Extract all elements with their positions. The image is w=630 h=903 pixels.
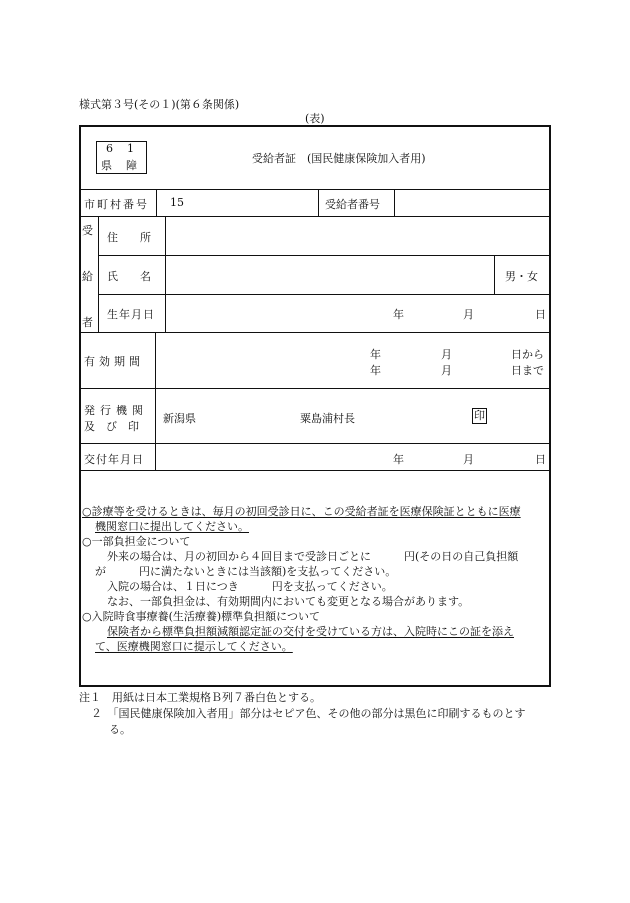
note-3-line-2: て、医療機関窓口に提示してください。 xyxy=(95,640,293,653)
birth-month: 月 xyxy=(463,308,474,321)
seal-box: 印 xyxy=(474,409,485,422)
note-3-heading: ○入院時食事療養(生活療養)標準負担額について xyxy=(82,610,320,623)
row-divider xyxy=(79,216,551,217)
note-1-line-2: 機関窓口に提出してください。 xyxy=(95,520,249,533)
footnote-2-line-1: ２ 「国民健康保険加入者用」部分はセピア色、その他の部分は黒色に印刷するものとす xyxy=(91,707,526,720)
recipient-number-label: 受給者番号 xyxy=(325,198,380,211)
birth-label: 生年月日 xyxy=(107,308,155,321)
side-label: (表) xyxy=(305,112,325,125)
col-divider xyxy=(394,189,395,216)
row-divider xyxy=(79,332,551,333)
col-divider xyxy=(165,216,166,332)
certificate-title: 受給者証 (国民健康保険加入者用) xyxy=(252,152,426,165)
birth-year: 年 xyxy=(393,308,404,321)
birth-day: 日 xyxy=(535,308,546,321)
row-divider xyxy=(79,443,551,444)
note-3-line-1: 保険者から標準負担額減額認定証の交付を受けている方は、入院時にこの証を添え xyxy=(107,625,514,638)
gender: 男・女 xyxy=(505,270,538,283)
validity-from: 日から xyxy=(511,348,544,361)
col-divider xyxy=(494,255,495,294)
col-divider xyxy=(156,189,157,216)
issue-year: 年 xyxy=(393,453,404,466)
municipality-value: 15 xyxy=(170,196,184,209)
issue-date-label: 交付年月日 xyxy=(84,453,144,466)
issuer-mayor: 粟島浦村長 xyxy=(300,412,355,425)
validity-label: 有効期間 xyxy=(84,355,144,368)
row-divider xyxy=(79,189,551,190)
badge-right-char: 障 xyxy=(126,159,137,172)
validity-from-year: 年 xyxy=(370,348,381,361)
issue-day: 日 xyxy=(535,453,546,466)
issue-month: 月 xyxy=(463,453,474,466)
note-2-heading: ○一部負担金について xyxy=(82,535,191,548)
issuer-prefecture: 新潟県 xyxy=(163,412,196,425)
issuer-label-2: 及び印 xyxy=(84,420,150,433)
recipient-char-1: 受 xyxy=(82,224,93,237)
note-1-line-1: ○診療等を受けるときは、毎月の初回受診日に、この受給者証を医療保険証とともに医療 xyxy=(82,505,521,518)
badge-right-num: 1 xyxy=(127,142,134,155)
row-divider xyxy=(79,388,551,389)
form-number: 様式第３号(その１)(第６条関係) xyxy=(79,98,240,111)
validity-to-year: 年 xyxy=(370,364,381,377)
footnote-1: 注１ 用紙は日本工業規格Ｂ列７番白色とする。 xyxy=(79,691,321,704)
municipality-label: 市町村番号 xyxy=(84,198,149,211)
name-label: 氏 名 xyxy=(107,270,151,283)
col-divider xyxy=(98,216,99,332)
validity-to-month: 月 xyxy=(441,364,452,377)
badge-left-num: 6 xyxy=(106,142,113,155)
row-divider xyxy=(79,470,551,471)
footnote-2-line-2: る。 xyxy=(109,723,131,736)
note-2-line-2: が 円に満たないときには当該額)を支払ってください。 xyxy=(95,565,397,578)
col-divider xyxy=(318,189,319,216)
validity-from-month: 月 xyxy=(441,348,452,361)
badge-left-char: 県 xyxy=(101,159,112,172)
note-2-line-3: 入院の場合は、１日につき 円を支払ってください。 xyxy=(107,580,393,593)
note-2-line-4: なお、一部負担金は、有効期間内においても変更となる場合があります。 xyxy=(107,595,470,608)
validity-to: 日まで xyxy=(511,364,544,377)
recipient-char-2: 給 xyxy=(82,270,93,283)
note-2-line-1: 外来の場合は、月の初回から４回目まで受診日ごとに 円(その日の自己負担額 xyxy=(107,550,519,563)
issuer-label-1: 発行機関 xyxy=(84,404,148,417)
col-divider xyxy=(155,332,156,470)
recipient-char-3: 者 xyxy=(82,316,93,329)
address-label: 住 所 xyxy=(107,231,151,244)
